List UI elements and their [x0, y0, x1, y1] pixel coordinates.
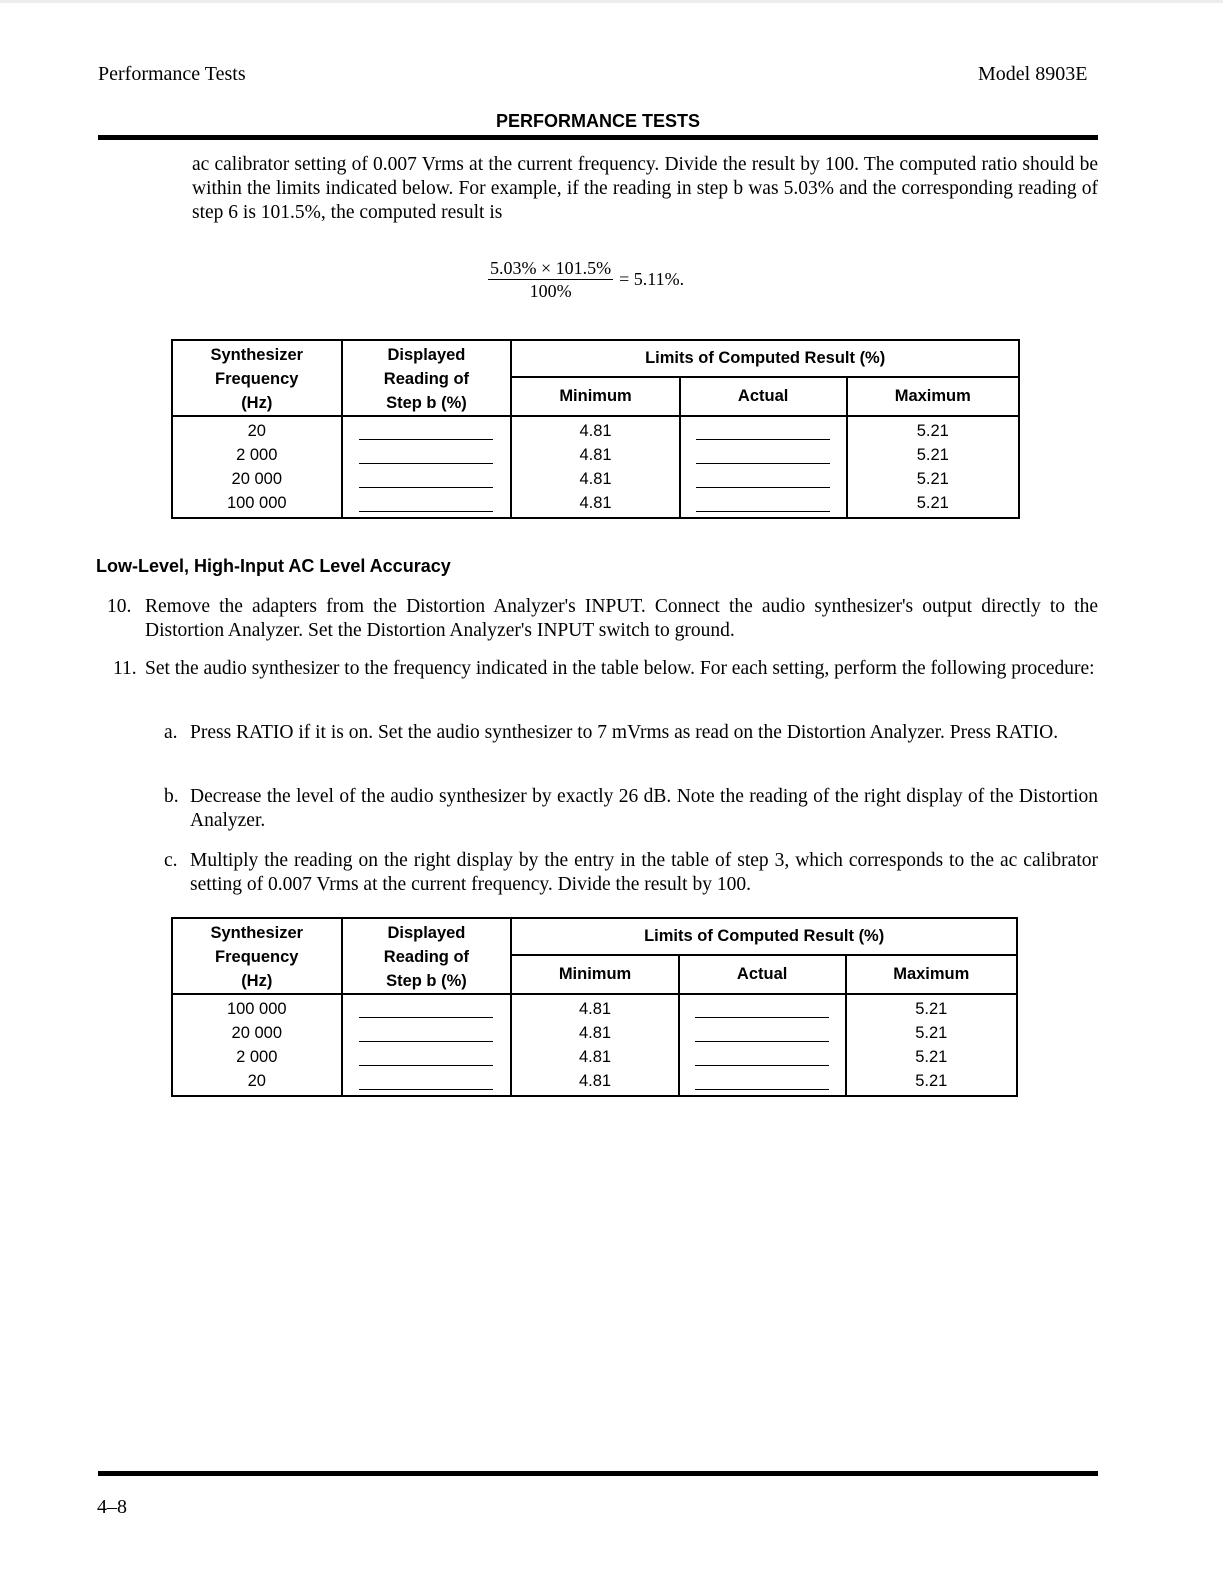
formula-numerator: 5.03% × 101.5% [490, 258, 612, 278]
blank-line [359, 495, 493, 512]
min-cell: 4.81 [511, 443, 679, 467]
col-header-maximum: Maximum [846, 955, 1017, 994]
max-cell: 5.21 [847, 467, 1019, 491]
freq-cell: 100 000 [172, 491, 342, 518]
col-header-actual: Actual [679, 955, 846, 994]
col-header-actual: Actual [680, 377, 847, 416]
table-row [172, 994, 1017, 1021]
min-cell: 4.81 [511, 1021, 678, 1045]
subsection-heading: Low-Level, High-Input AC Level Accuracy [96, 556, 451, 576]
max-cell: 5.21 [847, 491, 1019, 518]
blank-line [359, 1049, 493, 1066]
max-cell: 5.21 [847, 416, 1019, 443]
table-row [172, 1045, 1017, 1069]
blank-line [696, 471, 830, 488]
col-header-frequency [172, 340, 342, 416]
substep-label: c. [164, 850, 178, 871]
example-formula [488, 258, 684, 301]
col-header-reading-line: Displayed [387, 346, 466, 364]
reading-blank [342, 1021, 512, 1045]
freq-cell: 20 [172, 1069, 342, 1096]
substep-label: a. [164, 722, 178, 743]
scan-top-edge [0, 0, 1223, 3]
formula-fraction [488, 258, 613, 301]
blank-line [359, 1025, 493, 1042]
table-row [172, 1069, 1017, 1096]
col-header-maximum: Maximum [847, 377, 1019, 416]
blank-line [695, 1025, 829, 1042]
actual-blank [680, 467, 847, 491]
blank-line [695, 1049, 829, 1066]
max-cell: 5.21 [847, 443, 1019, 467]
limits-table-1 [171, 339, 1020, 519]
step-number: 11. [113, 658, 137, 679]
blank-line [695, 1001, 829, 1018]
actual-blank [679, 1069, 846, 1096]
col-header-reading-line: Reading of [383, 370, 470, 388]
min-cell: 4.81 [511, 491, 679, 518]
min-cell: 4.81 [511, 1069, 678, 1096]
col-header-frequency [172, 918, 342, 994]
formula-denominator: 100% [529, 281, 572, 301]
max-cell: 5.21 [846, 994, 1017, 1021]
substep-text: Press RATIO if it is on. Set the audio synthesizer to 7 mVrms as read on the Distortion Analyzer. Press RATIO. [190, 722, 1059, 743]
running-header-right: Model 8903E [978, 63, 1088, 85]
actual-blank [680, 491, 847, 518]
col-header-frequency-line: (Hz) [241, 394, 273, 412]
blank-line [696, 447, 830, 464]
blank-line [359, 423, 493, 440]
blank-line [695, 1073, 829, 1090]
col-header-reading-line: Reading of [383, 948, 470, 966]
freq-cell: 20 [172, 416, 342, 443]
blank-line [696, 423, 830, 440]
col-header-frequency-line: Frequency [215, 370, 299, 388]
step-number: 10. [107, 596, 132, 617]
footer-rule [98, 1471, 1098, 1476]
blank-line [359, 1073, 493, 1090]
reading-blank [342, 994, 512, 1021]
max-cell: 5.21 [846, 1069, 1017, 1096]
reading-blank [342, 491, 512, 518]
min-cell: 4.81 [511, 467, 679, 491]
col-header-reading-line: Displayed [387, 924, 466, 942]
col-header-frequency-line: Synthesizer [210, 924, 304, 942]
blank-line [359, 447, 493, 464]
col-header-frequency-line: Frequency [215, 948, 299, 966]
running-header-left: Performance Tests [98, 63, 246, 85]
max-cell: 5.21 [846, 1021, 1017, 1045]
step-text: Remove the adapters from the Distortion Analyzer's INPUT. Connect the audio synthesizer's output directly to the Distortion Analyzer. Set the Distortion Analyzer's INPUT switch to ground. [145, 596, 1098, 641]
max-cell: 5.21 [846, 1045, 1017, 1069]
freq-cell: 20 000 [172, 1021, 342, 1045]
substep-text: Decrease the level of the audio synthesizer by exactly 26 dB. Note the reading of the right display of the Distortion Analyzer. [190, 786, 1098, 831]
min-cell: 4.81 [511, 994, 678, 1021]
reading-blank [342, 443, 512, 467]
intro-paragraph: ac calibrator setting of 0.007 Vrms at the current frequency. Divide the result by 100. The computed ratio should be within the limits indicated below. For example, if the reading in step b was 5.03% and the corresponding reading of step 6 is 101.5%, the computed result is [192, 154, 1098, 223]
col-header-reading [342, 340, 512, 416]
col-header-minimum: Minimum [511, 377, 679, 416]
reading-blank [342, 467, 512, 491]
section-title: PERFORMANCE TESTS [495, 111, 700, 131]
substep-label: b. [164, 786, 179, 807]
col-header-reading-line: Step b (%) [386, 394, 467, 412]
formula-result: = 5.11%. [619, 269, 685, 289]
col-header-minimum: Minimum [511, 955, 678, 994]
header-rule [98, 135, 1098, 140]
col-header-limits: Limits of Computed Result (%) [511, 918, 1017, 955]
reading-blank [342, 1045, 512, 1069]
table-row [172, 1021, 1017, 1045]
actual-blank [679, 1045, 846, 1069]
actual-blank [680, 416, 847, 443]
blank-line [359, 471, 493, 488]
step-text: Set the audio synthesizer to the frequency indicated in the table below. For each setting, perform the following procedure: [145, 658, 1095, 679]
col-header-frequency-line: Synthesizer [210, 346, 304, 364]
freq-cell: 2 000 [172, 443, 342, 467]
table-row [172, 443, 1019, 467]
table-row [172, 416, 1019, 443]
actual-blank [680, 443, 847, 467]
freq-cell: 100 000 [172, 994, 342, 1021]
page-number: 4–8 [97, 1496, 127, 1518]
table-row [172, 467, 1019, 491]
min-cell: 4.81 [511, 416, 679, 443]
substep-text: Multiply the reading on the right display by the entry in the table of step 3, which corresponds to the ac calibrator setting of 0.007 Vrms at the current frequency. Divide the result by 100. [190, 850, 1098, 895]
col-header-limits: Limits of Computed Result (%) [511, 340, 1019, 377]
table-row [172, 491, 1019, 518]
actual-blank [679, 994, 846, 1021]
reading-blank [342, 416, 512, 443]
freq-cell: 2 000 [172, 1045, 342, 1069]
freq-cell: 20 000 [172, 467, 342, 491]
col-header-reading-line: Step b (%) [386, 972, 467, 990]
reading-blank [342, 1069, 512, 1096]
actual-blank [679, 1021, 846, 1045]
col-header-reading [342, 918, 512, 994]
blank-line [359, 1001, 493, 1018]
col-header-frequency-line: (Hz) [241, 972, 273, 990]
blank-line [696, 495, 830, 512]
min-cell: 4.81 [511, 1045, 678, 1069]
limits-table-2 [171, 917, 1018, 1097]
